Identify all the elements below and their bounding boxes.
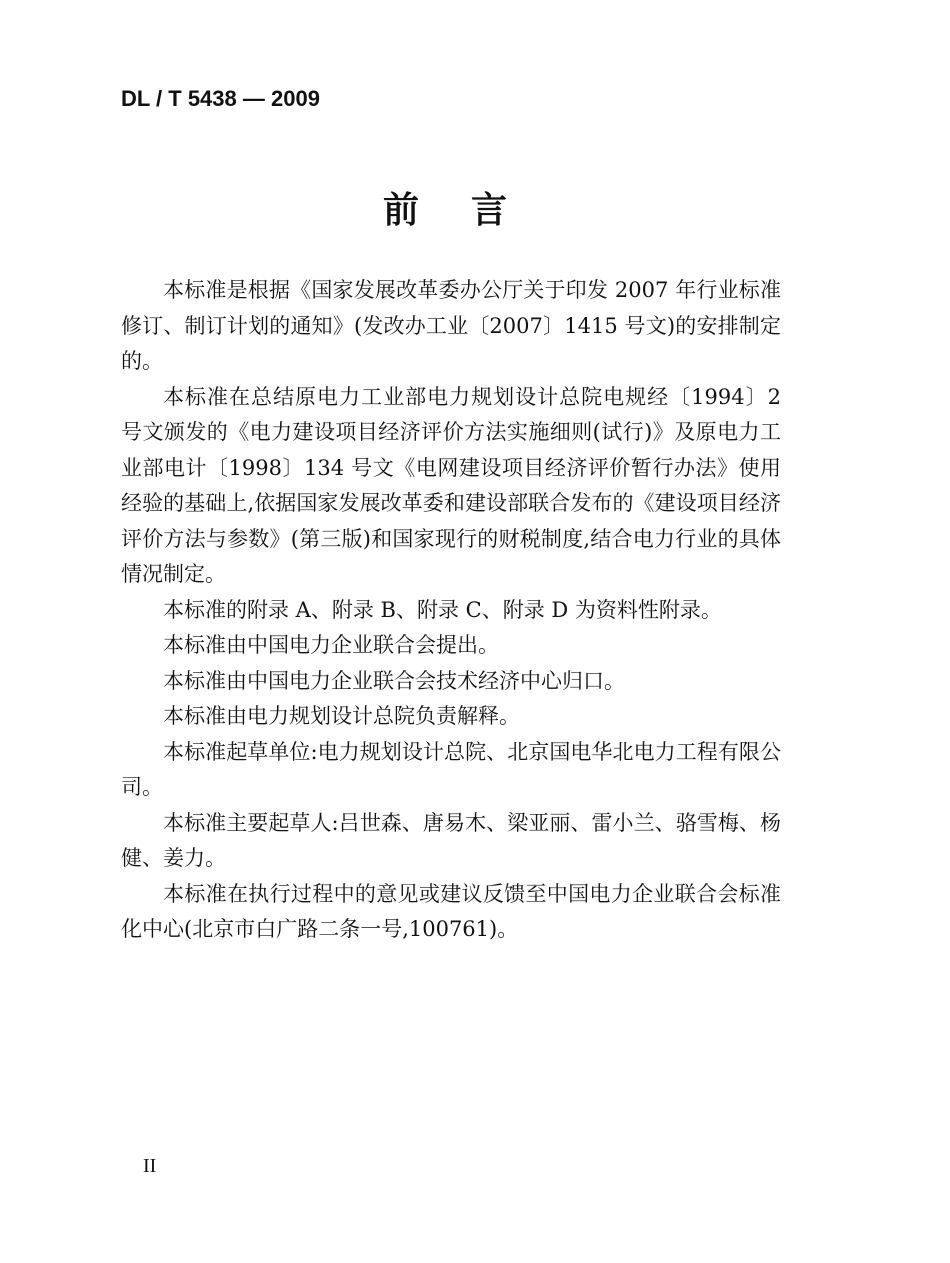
foreword-body <box>121 273 781 948</box>
paragraph-background: 本标准在总结原电力工业部电力规划设计总院电规经〔1994〕2 号文颁发的《电力建设项目经济评价方法实施细则(试行)》及原电力工业部电计〔1998〕134 号文《电网建设项目经济评价暂行办法》使用经验的基础上,依据国家发展改革委和建设部联合发布的《建设项目经济评价方法与参数》(第三版)和国家现行的财税制度,结合电力行业的具体情况制定。 <box>121 384 781 586</box>
document-code: DL / T 5438 — 2009 <box>121 86 320 111</box>
page-title-char-2: 言 <box>471 190 508 231</box>
paragraph-interpreter: 本标准由电力规划设计总院负责解释。 <box>163 704 520 728</box>
page-title-char-1: 前 <box>382 190 419 231</box>
paragraph-feedback: 本标准在执行过程中的意见或建议反馈至中国电力企业联合会标准化中心(北京市白广路二条一号,100761)。 <box>121 881 781 941</box>
page-title <box>0 182 890 233</box>
paragraph-basis: 本标准是根据《国家发展改革委办公厅关于印发 2007 年行业标准修订、制订计划的通知》(发改办工业〔2007〕1415 号文)的安排制定的。 <box>121 278 781 373</box>
paragraph-drafting-units: 本标准起草单位:电力规划设计总院、北京国电华北电力工程有限公司。 <box>121 739 781 799</box>
paragraph-proposer: 本标准由中国电力企业联合会提出。 <box>163 633 499 657</box>
paragraph-administrator: 本标准由中国电力企业联合会技术经济中心归口。 <box>163 668 625 693</box>
paragraph-drafters: 本标准主要起草人:吕世森、唐易木、梁亚丽、雷小兰、骆雪梅、杨健、姜力。 <box>121 810 781 870</box>
page-number: II <box>143 1155 157 1177</box>
paragraph-appendices: 本标准的附录 A、附录 B、附录 C、附录 D 为资料性附录。 <box>163 597 722 622</box>
